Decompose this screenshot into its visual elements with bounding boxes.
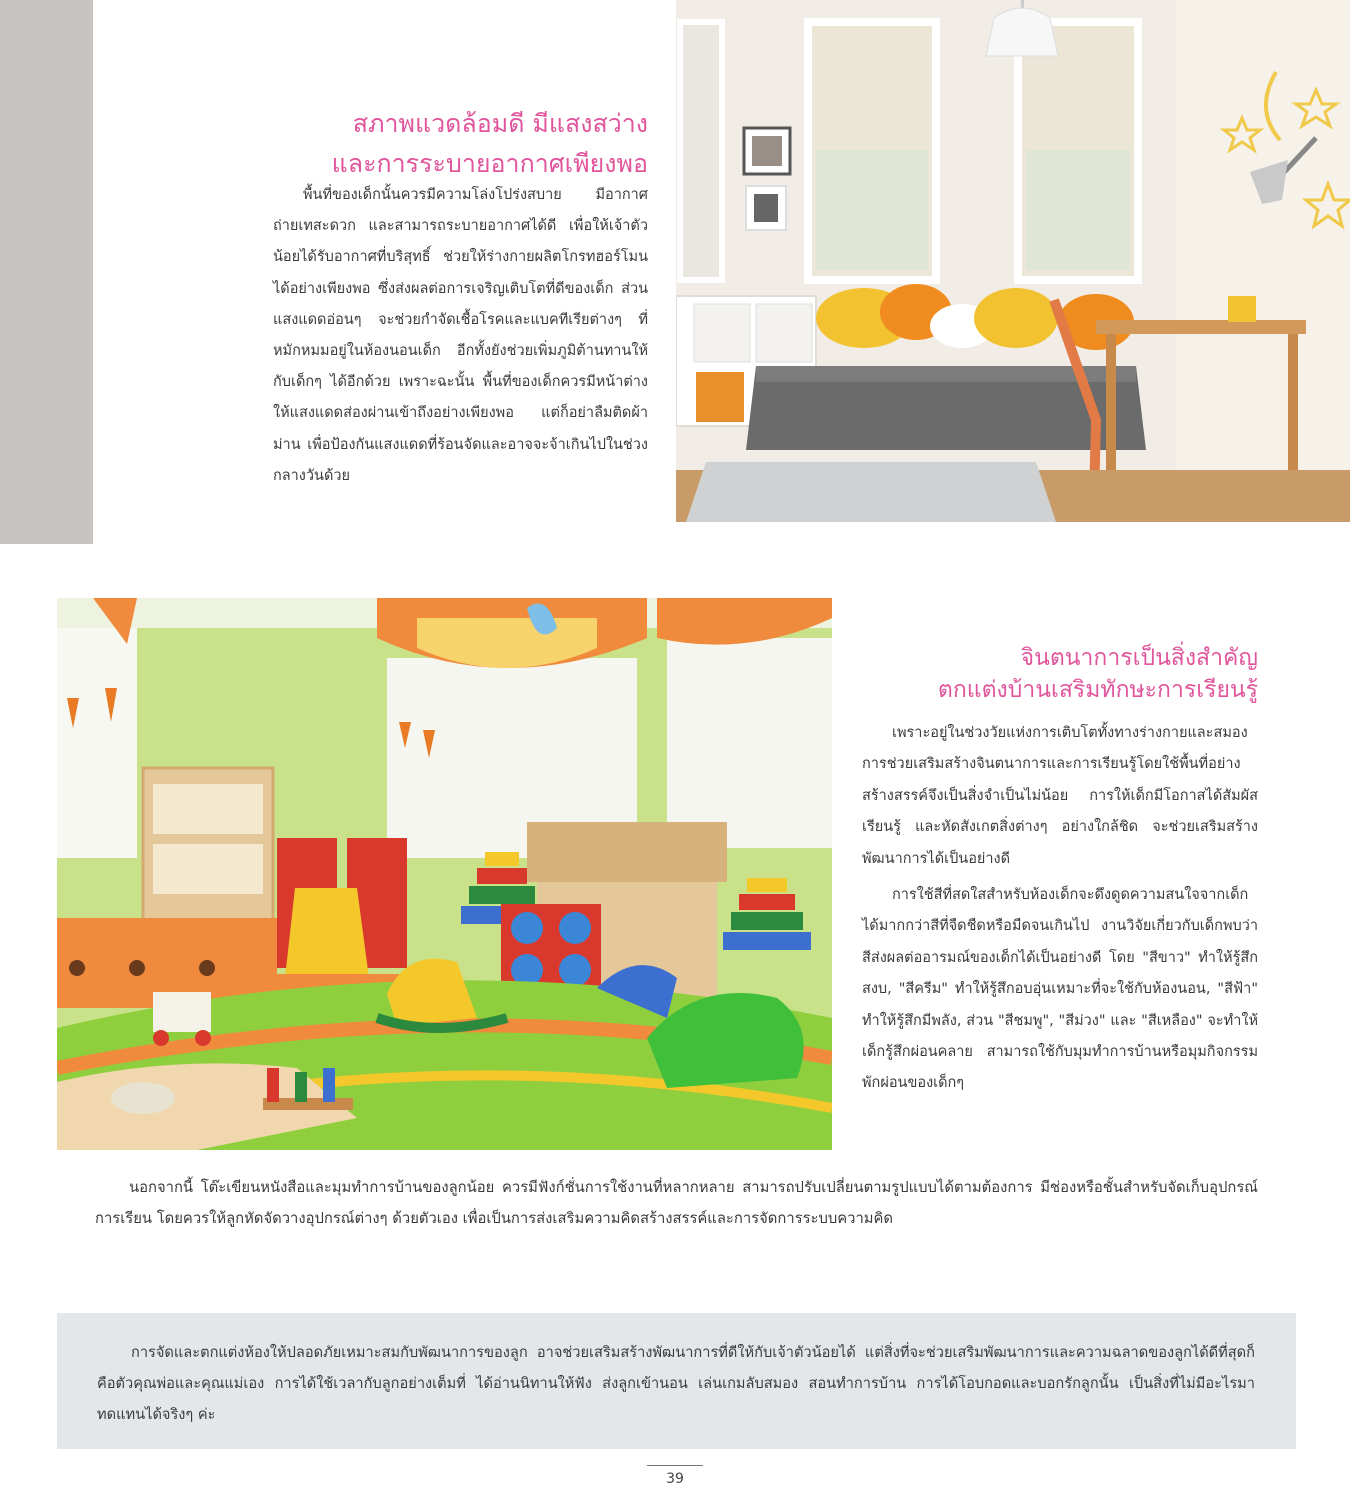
section-1-heading-line-1: สภาพแวดล้อมดี มีแสงสว่าง	[352, 109, 648, 138]
section-1-body: พื้นที่ของเด็กนั้นควรมีความโล่งโปร่งสบาย มีอากาศถ่ายเทสะดวก และสามารถระบายอากาศได้ดี เพื่อให้เจ้าตัวน้อยได้รับอากาศที่บริสุทธิ์ ช่วยให้ร่างกายผลิตโกรทฮอร์โมนได้อย่างเพียงพอ ซึ่งส่งผลต่อการเจริญเติบโตที่ดีของเด็ก ส่วนแสงแดดอ่อนๆ จะช่วยกำจัดเชื้อโรคและแบคทีเรียต่างๆ ที่หมักหมมอยู่ในห้องนอนเด็ก อีกทั้งยังช่วยเพิ่มภูมิต้านทานให้กับเด็กๆ ได้อีกด้วย เพราะฉะนั้น พื้นที่ของเด็กควรมีหน้าต่างให้แสงแดดส่องผ่านเข้าถึงอย่างเพียงพอ แต่ก็อย่าลืมติดผ้าม่าน เพื่อป้องกันแสงแดดที่ร้อนจัดและอาจจะจ้าเกินไปในช่วงกลางวันด้วย	[273, 187, 648, 484]
section-1-heading-line-2: และการระบายอากาศเพียงพอ	[331, 149, 648, 178]
side-band	[0, 0, 93, 544]
section-2-heading-line-1: จินตนาการเป็นสิ่งสำคัญ	[1020, 645, 1258, 671]
summary-note-box	[57, 1313, 1296, 1449]
section-2-heading-line-2: ตกแต่งบ้านเสริมทักษะการเรียนรู้	[937, 677, 1258, 703]
bedroom-photo	[676, 0, 1350, 522]
page-number-rule	[647, 1465, 703, 1466]
summary-note-text: การจัดและตกแต่งห้องให้ปลอดภัยเหมาะสมกับพัฒนาการของลูก อาจช่วยเสริมสร้างพัฒนาการที่ดีให้กับเจ้าตัวน้อยได้ แต่สิ่งที่จะช่วยเสริมพัฒนาการและความฉลาดของลูกได้ดีที่สุดก็คือตัวคุณพ่อและคุณแม่เอง การได้ใช้เวลากับลูกอย่างเต็มที่ ได้อ่านนิทานให้ฟัง ส่งลูกเข้านอน เล่นเกมลับสมอง สอนทำการบ้าน การได้โอบกอดและบอกรักลูกนั้น เป็นสิ่งที่ไม่มีอะไรมาทดแทนได้จริงๆ ค่ะ	[97, 1344, 1255, 1423]
section-1-heading	[200, 104, 648, 184]
section-2-body-1: เพราะอยู่ในช่วงวัยแห่งการเติบโตทั้งทางร่างกายและสมอง การช่วยเสริมสร้างจินตนาการและการเรียนรู้โดยใช้พื้นที่อย่างสร้างสรรค์จึงเป็นสิ่งจำเป็นไม่น้อย การให้เด็กมีโอกาสได้สัมผัส เรียนรู้ และหัดสังเกตสิ่งต่างๆ อย่างใกล้ชิด จะช่วยเสริมสร้างพัฒนาการได้เป็นอย่างดี	[862, 725, 1258, 867]
section-3-body: นอกจากนี้ โต๊ะเขียนหนังสือและมุมทำการบ้านของลูกน้อย ควรมีฟังก์ชั่นการใช้งานที่หลากหลาย สามารถปรับเปลี่ยนตามรูปแบบได้ตามต้องการ มีช่องหรือชั้นสำหรับจัดเก็บอุปกรณ์การเรียน โดยควรให้ลูกหัดจัดวางอุปกรณ์ต่างๆ ด้วยตัวเอง เพื่อเป็นการส่งเสริมความคิดสร้างสรรค์และการจัดการระบบความคิด	[95, 1179, 1258, 1227]
section-2-body-2: การใช้สีที่สดใสสำหรับห้องเด็กจะดึงดูดความสนใจจากเด็กได้มากกว่าสีที่จืดชืดหรือมืดจนเกินไป งานวิจัยเกี่ยวกับเด็กพบว่า สีส่งผลต่ออารมณ์ของเด็กได้เป็นอย่างดี โดย "สีขาว" ทำให้รู้สึกสงบ, "สีครีม" ทำให้รู้สึกอบอุ่นเหมาะที่จะใช้กับห้องนอน, "สีฟ้า" ทำให้รู้สึกมีพลัง, ส่วน "สีชมพู", "สีม่วง" และ "สีเหลือง" จะทำให้เด็กรู้สึกผ่อนคลาย สามารถใช้กับมุมทำการบ้านหรือมุมกิจกรรมพักผ่อนของเด็กๆ	[862, 887, 1258, 1092]
page-number: 39	[666, 1471, 684, 1487]
playroom-photo	[57, 598, 832, 1150]
section-2-heading	[860, 642, 1258, 706]
